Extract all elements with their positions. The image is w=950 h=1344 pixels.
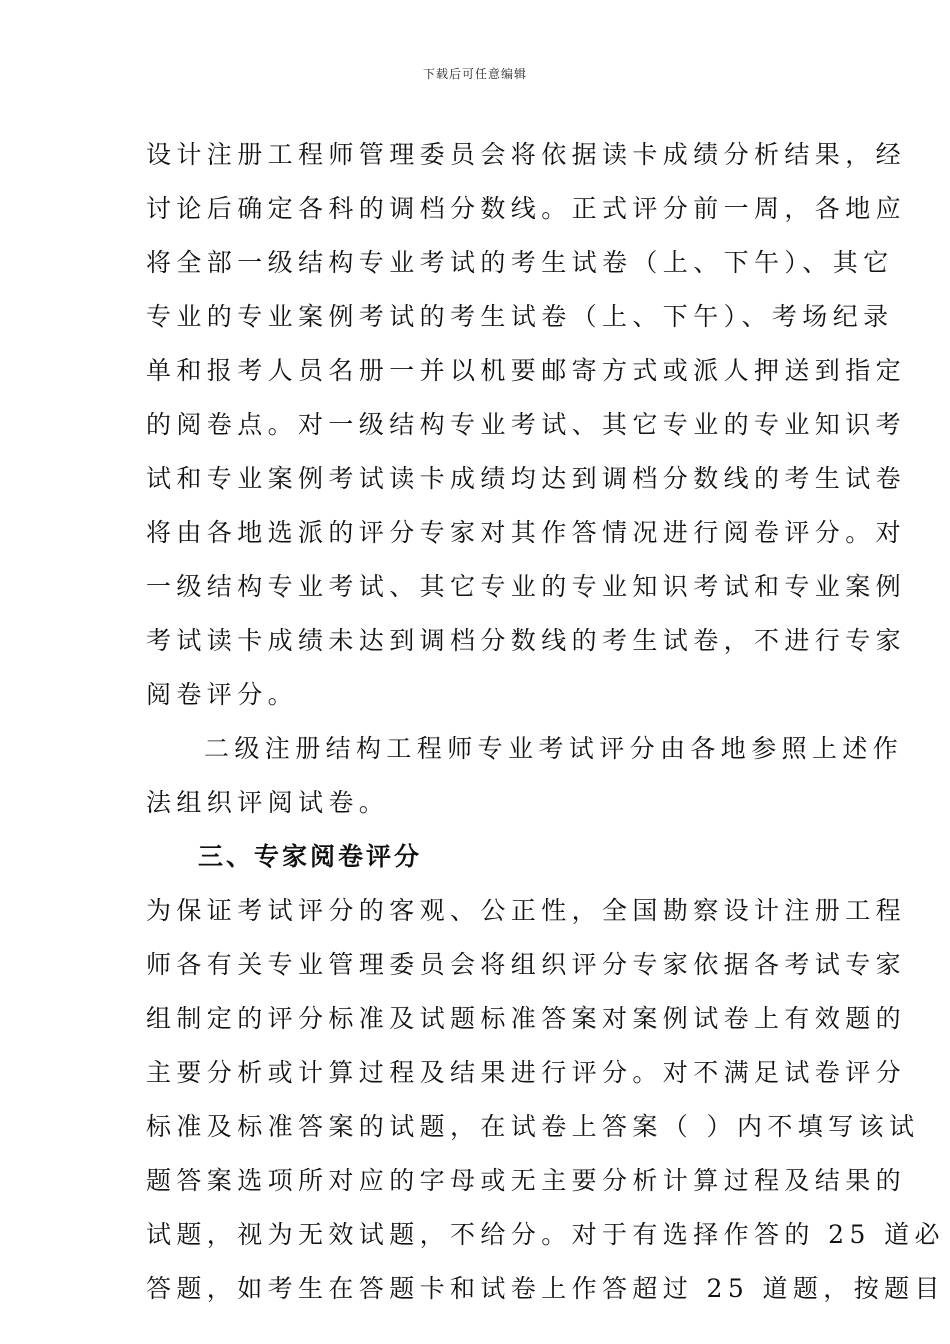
paragraph-2 <box>146 722 904 830</box>
text-line: 将全部一级结构专业考试的考生试卷（上、下午）、其它 <box>146 248 894 277</box>
section-heading: 三、专家阅卷评分 <box>198 842 423 871</box>
text-line: 将由各地选派的评分专家对其作答情况进行阅卷评分。对 <box>146 518 907 547</box>
text-line: 试和专业案例考试读卡成绩均达到调档分数线的考生试卷 <box>146 464 907 493</box>
text-line: 单和报考人员名册一并以机要邮寄方式或派人押送到指定 <box>146 356 907 385</box>
text-line: 组制定的评分标准及试题标准答案对案例试卷上有效题的 <box>146 1004 907 1033</box>
text-line: 题答案选项所对应的字母或无主要分析计算过程及结果的 <box>146 1166 907 1195</box>
paragraph-3 <box>146 884 945 1316</box>
text-line: 考试读卡成绩未达到调档分数线的考生试卷，不进行专家 <box>146 626 907 655</box>
text-line: 讨论后确定各科的调档分数线。正式评分前一周，各地应 <box>146 194 907 223</box>
text-line: 一级结构专业考试、其它专业的专业知识考试和专业案例 <box>146 572 907 601</box>
page-header-watermark: 下载后可任意编辑 <box>422 67 527 81</box>
text-line: 为保证考试评分的客观、公正性，全国勘察设计注册工程 <box>146 896 907 925</box>
text-line: 法组织评阅试卷。 <box>146 788 390 817</box>
text-line: 设计注册工程师管理委员会将依据读卡成绩分析结果，经 <box>146 140 907 169</box>
text-line: 主要分析或计算过程及结果进行评分。对不满足试卷评分 <box>146 1058 907 1087</box>
text-line: 专业的专业案例考试的考生试卷（上、下午）、考场纪录 <box>146 302 894 331</box>
text-line: 师各有关专业管理委员会将组织评分专家依据各考试专家 <box>146 950 907 979</box>
document-body <box>146 128 945 1316</box>
paragraph-1 <box>146 128 907 722</box>
text-line: 阅卷评分。 <box>146 680 299 709</box>
text-line: 试题，视为无效试题，不给分。对于有选择作答的 25 道必 <box>146 1220 945 1249</box>
text-line: 二级注册结构工程师专业考试评分由各地参照上述作 <box>204 734 904 763</box>
text-line: 标准及标准答案的试题，在试卷上答案（ ）内不填写该试 <box>146 1112 920 1141</box>
text-line: 的阅卷点。对一级结构专业考试、其它专业的专业知识考 <box>146 410 907 439</box>
text-line: 答题，如考生在答题卡和试卷上作答超过 25 道题，按题目 <box>146 1274 945 1303</box>
